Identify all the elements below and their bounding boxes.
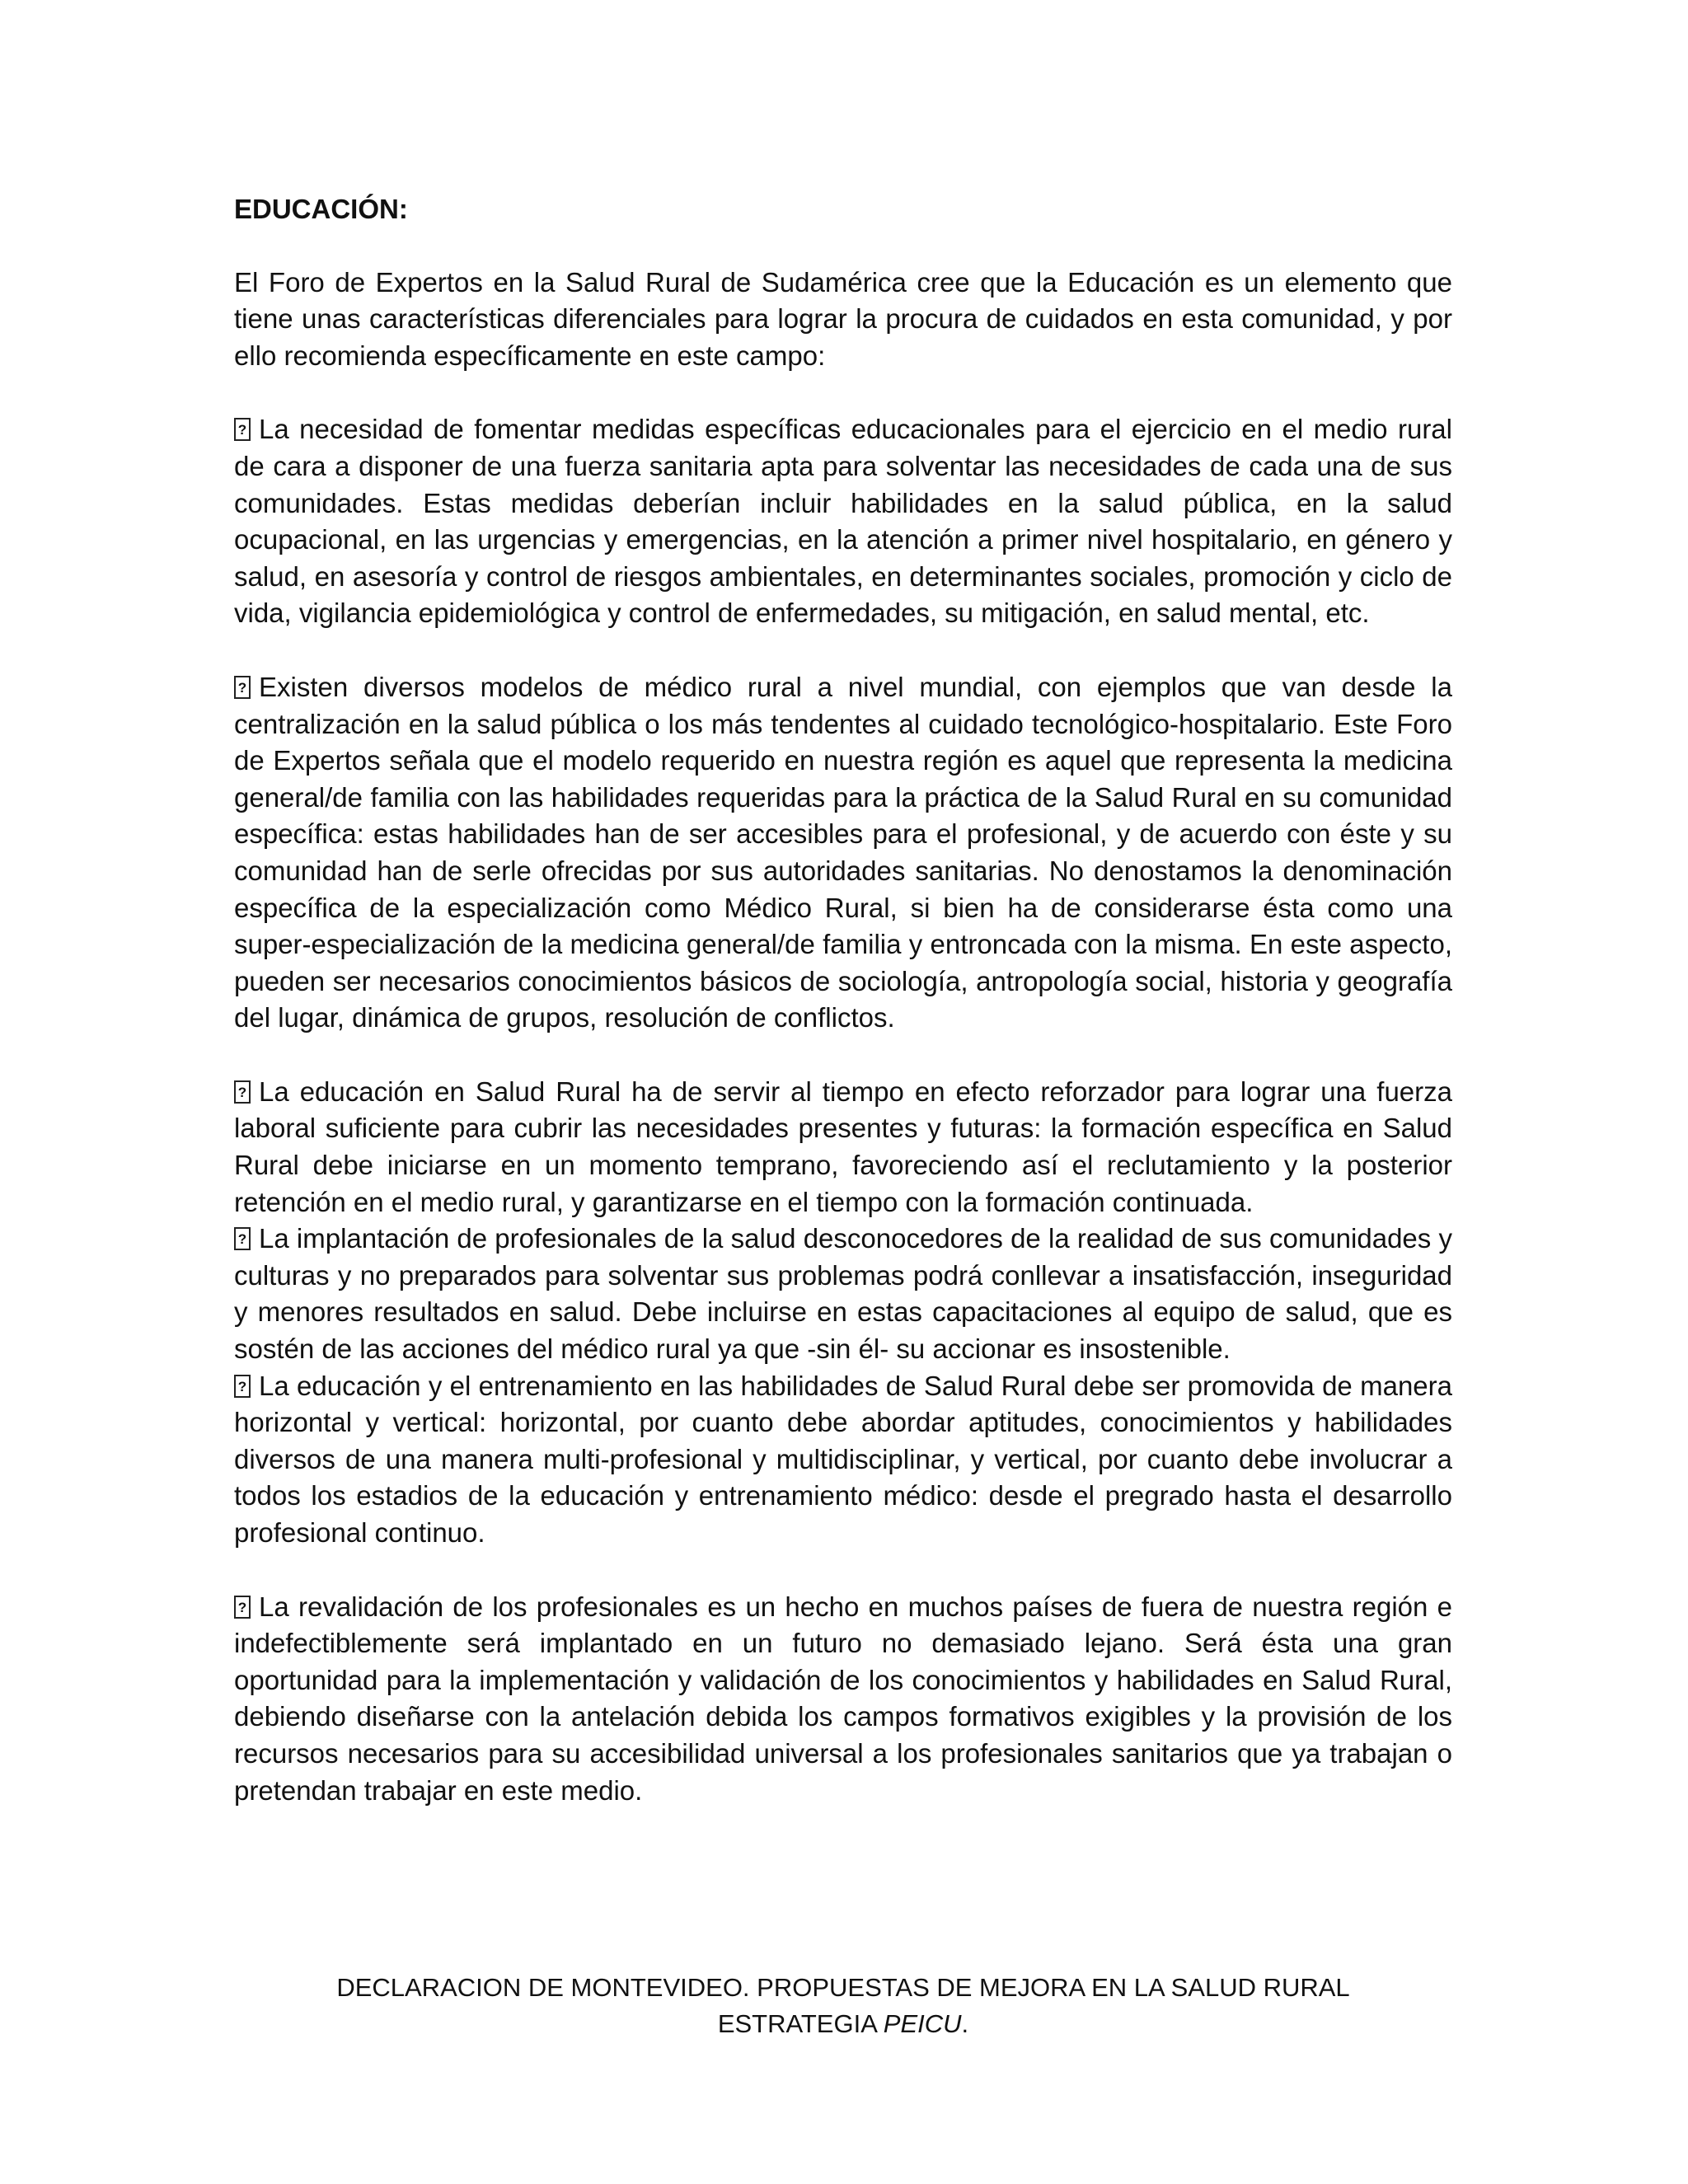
page-footer bbox=[234, 1970, 1452, 2042]
missing-glyph-icon bbox=[234, 1227, 251, 1250]
bullet-text: La necesidad de fomentar medidas específicas educacionales para el ejercicio en el medio rural de cara a disponer de una fuerza sanitaria apta para solventar las necesidades de cada una de sus comunidades. Estas medidas deberían incluir habilidades en la salud pública, en la salud ocupacional, en las urgencias y emergencias, en la atención a primer nivel hospitalario, en género y salud, en asesoría y control de riesgos ambientales, en determinantes sociales, promoción y ciclo de vida, vigilancia epidemiológica y control de enfermedades, su mitigación, en salud mental, etc. bbox=[234, 414, 1452, 629]
missing-glyph-icon bbox=[234, 1596, 251, 1619]
bullet-text: La implantación de profesionales de la salud desconocedores de la realidad de sus comunidades y culturas y no preparados para solventar sus problemas podrá conllevar a insatisfacción, inseguridad y menores resultados en salud. Debe incluirse en estas capacitaciones al equipo de salud, que es sostén de las acciones del médico rural ya que -sin él- su accionar es insostenible. bbox=[234, 1223, 1452, 1365]
footer-line-1: DECLARACION DE MONTEVIDEO. PROPUESTAS DE MEJORA EN LA SALUD RURAL bbox=[336, 1973, 1350, 2002]
footer-italic: PEICU bbox=[883, 2009, 962, 2038]
missing-glyph-icon bbox=[234, 1375, 251, 1398]
bullet-text: La educación y el entrenamiento en las habilidades de Salud Rural debe ser promovida de manera horizontal y vertical: horizontal, por cuanto debe abordar aptitudes, conocimientos y habilidades diversos de una manera multi-profesional y multidisciplinar, y vertical, por cuanto debe involucrar a todos los estadios de la educación y entrenamiento médico: desde el pregrado hasta el desarrollo profesional continuo. bbox=[234, 1370, 1452, 1548]
missing-glyph-icon bbox=[234, 418, 251, 441]
bullet-paragraph bbox=[234, 1074, 1452, 1221]
document-body bbox=[234, 191, 1452, 1809]
bullet-text: Existen diversos modelos de médico rural a nivel mundial, con ejemplos que van desde la centralización en la salud pública o los más tendentes al cuidado tecnológico-hospitalario. Este Foro de Expertos señala que el modelo requerido en nuestra región es aquel que representa la medicina general/de familia con las habilidades requeridas para la práctica de la Salud Rural en su comunidad específica: estas habilidades han de ser accesibles para el profesional, y de acuerdo con éste y su comunidad han de serle ofrecidas por sus autoridades sanitarias. No denostamos la denominación específica de la especialización como Médico Rural, si bien ha de considerarse ésta como una super-especialización de la medicina general/de familia y entroncada con la misma. En este aspecto, pueden ser necesarios conocimientos básicos de sociología, antropología social, historia y geografía del lugar, dinámica de grupos, resolución de conflictos. bbox=[234, 671, 1452, 1033]
missing-glyph-icon bbox=[234, 676, 251, 699]
footer-line-2 bbox=[234, 2006, 1452, 2042]
intro-paragraph: El Foro de Expertos en la Salud Rural de Sudamérica cree que la Educación es un elemento que tiene unas características diferenciales para lograr la procura de cuidados en esta comunidad, y por ello recomienda específicamente en este campo: bbox=[234, 266, 1452, 371]
footer-prefix: ESTRATEGIA bbox=[717, 2009, 884, 2038]
section-heading: EDUCACIÓN: bbox=[234, 194, 408, 224]
missing-glyph-icon bbox=[234, 1080, 251, 1104]
bullet-paragraph bbox=[234, 669, 1452, 1037]
bullet-paragraph bbox=[234, 1221, 1452, 1367]
bullet-paragraph bbox=[234, 1589, 1452, 1810]
bullet-text: La educación en Salud Rural ha de servir al tiempo en efecto reforzador para lograr una fuerza laboral suficiente para cubrir las necesidades presentes y futuras: la formación específica en Salud Rural debe iniciarse en un momento temprano, favoreciendo así el reclutamiento y la posterior retención en el medio rural, y garantizarse en el tiempo con la formación continuada. bbox=[234, 1076, 1452, 1217]
bullet-paragraph bbox=[234, 1368, 1452, 1552]
bullet-paragraph bbox=[234, 411, 1452, 632]
footer-suffix: . bbox=[961, 2009, 969, 2038]
bullet-text: La revalidación de los profesionales es un hecho en muchos países de fuera de nuestra región e indefectiblemente será implantado en un futuro no demasiado lejano. Será ésta una gran oportunidad para la implementación y validación de los conocimientos y habilidades en Salud Rural, debiendo diseñarse con la antelación debida los campos formativos exigibles y la provisión de los recursos necesarios para su accesibilidad universal a los profesionales sanitarios que ya trabajan o pretendan trabajar en este medio. bbox=[234, 1591, 1452, 1806]
